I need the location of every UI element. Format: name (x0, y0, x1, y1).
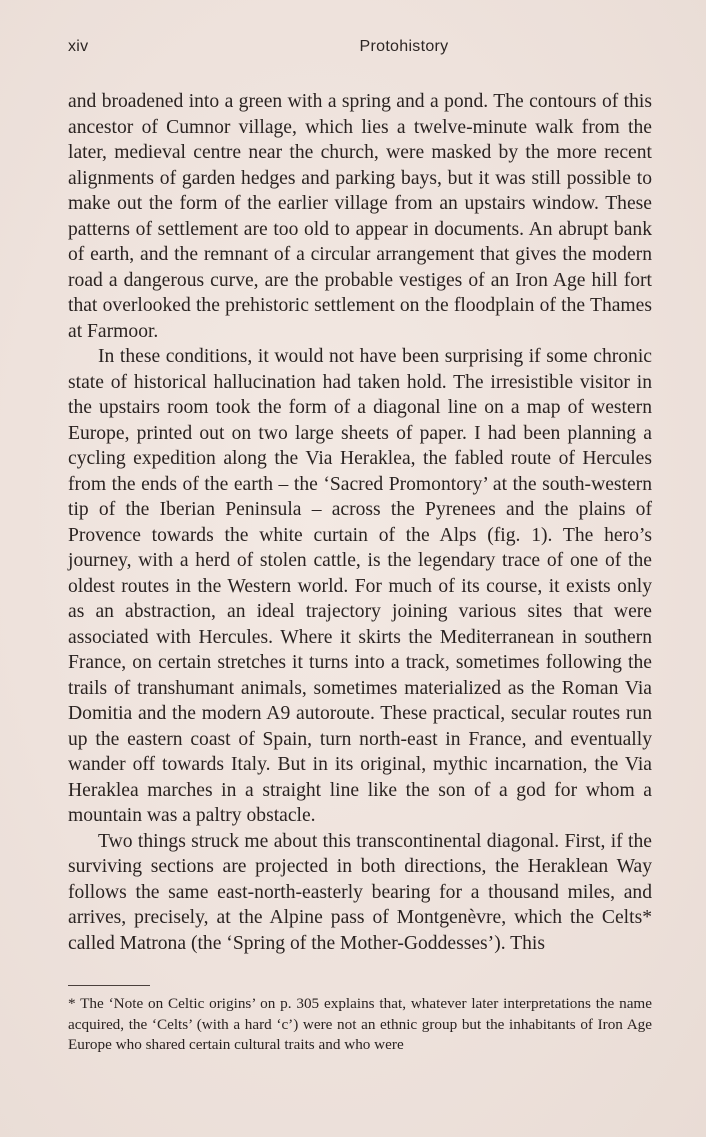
paragraph-1: and broadened into a green with a spring and a pond. The contours of this ancestor of Cumnor village, which lies a twelve-minute walk from the later, medieval centre near the church, were masked by the more recent alignments of garden hedges and parking bays, but it was still possible to make out the form of the earlier village from an upstairs window. These patterns of settlement are too old to appear in documents. An abrupt bank of earth, and the remnant of a circular arrangement that gives the modern road a dangerous curve, are the probable vestiges of an Iron Age hill fort that overlooked the prehistoric settlement on the floodplain of the Thames at Farmoor. (68, 91, 652, 342)
main-text (68, 89, 652, 956)
running-head (68, 38, 650, 62)
page-number: xiv (68, 38, 89, 55)
paragraph-3: Two things struck me about this transcontinental diagonal. First, if the surviving sections are projected in both directions, the Heraklean Way follows the same east-north-easterly bearing for a thousand miles, and arrives, precisely, at the Alpine pass of Montgenèvre, which the Celts* called Matrona (the ‘Spring of the Mother-Goddesses’). This (68, 830, 652, 954)
footnote: * The ‘Note on Celtic origins’ on p. 305 explains that, whatever later interpretations the name acquired, the ‘Celts’ (with a hard ‘c’) were not an ethnic group but the inhabitants of Iron Age Europe who shared certain cultural traits and who were (68, 995, 652, 1053)
running-head-title: Protohistory (359, 38, 449, 55)
paragraph-2: In these conditions, it would not have been surprising if some chronic state of historical hallucination had taken hold. The irresistible visitor in the upstairs room took the form of a diagonal line on a map of western Europe, printed out on two large sheets of paper. I had been planning a cycling expedition along the Via Heraklea, the fabled route of Hercules from the ends of the earth – the ‘Sacred Promontory’ at the south-western tip of the Iberian Peninsula – across the Pyrenees and the plains of Provence towards the white curtain of the Alps (fig. 1). The hero’s journey, with a herd of stolen cattle, is the legendary trace of one of the oldest routes in the Western world. For much of its course, it exists only as an abstraction, an ideal trajectory joining various sites that were associated with Hercules. Where it skirts the Mediterranean in southern France, on certain stretches it turns into a track, sometimes following the trails of transhumant animals, sometimes materialized as the Roman Via Domitia and the modern A9 autoroute. These practical, secular routes run up the eastern coast of Spain, turn north-east in France, and eventually wander off towards Italy. But in its original, mythic incarnation, the Via Heraklea marches in a straight line like the son of a god for whom a mountain was a paltry obstacle. (68, 346, 652, 826)
footnote-rule (68, 985, 150, 986)
